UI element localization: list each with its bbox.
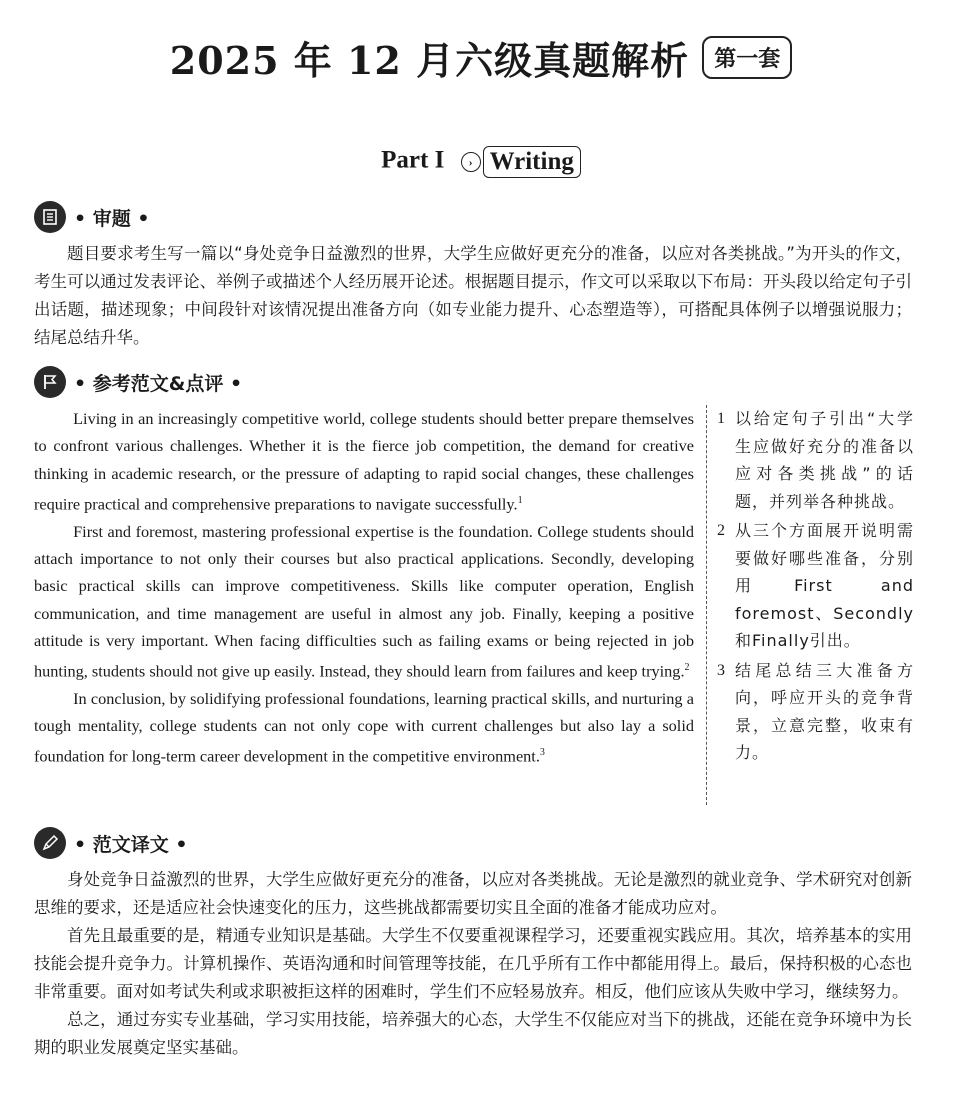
arrow-icon: › bbox=[461, 152, 481, 172]
note-text: 从三个方面展开说明需要做好哪些准备，分别用First and foremost、Secondly和Finally引出。 bbox=[735, 521, 914, 650]
note-item bbox=[717, 517, 914, 655]
translation-paragraph: 总之，通过夯实专业基础，学习实用技能，培养强大的心态，大学生不仅能应对当下的挑战，还能在竞争环境中为长期的职业发展奠定坚实基础。 bbox=[34, 1010, 912, 1057]
set-badge: 第一套 bbox=[702, 36, 792, 79]
document-icon bbox=[34, 201, 66, 233]
flag-icon bbox=[34, 366, 66, 398]
note-item bbox=[717, 405, 914, 515]
translation-text-block bbox=[34, 866, 912, 1062]
note-mark: 2 bbox=[684, 662, 690, 674]
essay-paragraph: Living in an increasingly competitive world, college students should better prepare themselves to confront various challenges. Whether it is the fierce job competition, the demand for creative thinking in academic research, or the pressure of adapting to rapid social changes, these challenges require practical and comprehensive preparations to navigate successfully.$^1$ bbox=[34, 409, 694, 514]
title-main: 2025 年 12 月六级真题解析 bbox=[169, 38, 690, 83]
part-label: Writing bbox=[483, 146, 581, 178]
review-heading bbox=[34, 201, 150, 233]
review-text-block bbox=[34, 240, 912, 352]
note-number: 1 bbox=[717, 410, 725, 427]
translation-heading bbox=[34, 827, 188, 859]
note-number: 2 bbox=[717, 522, 725, 539]
page-title bbox=[0, 30, 962, 85]
translation-heading-label: • 范文译文 • bbox=[74, 833, 188, 856]
note-mark: 1 bbox=[517, 494, 523, 506]
review-text: 题目要求考生写一篇以“身处竞争日益激烈的世界，大学生应做好更充分的准备，以应对各类挑战。”为开头的作文，考生可以通过发表评论、举例子或描述个人经历展开论述。根据题目提示，作文可以采取以下布局：开头段以给定句子引出话题，描述现象；中间段针对该情况提出准备方向（如专业能力提升、心态塑造等），可搭配具体例子以增强说服力；结尾总结升华。 bbox=[34, 244, 912, 347]
essay-paragraph: First and foremost, mastering professional expertise is the foundation. College students should attach importance to not only their courses but also practical applications. Secondly, developing basic practical skills can improve competitiveness. Skills like computer operation, English communication, and time management are useful in almost any job. Finally, keeping a positive attitude is very important. When facing difficulties such as failing exams or being rejected in job hunting, students should not give up easily. Instead, they should learn from failures and keep trying.$^2$ bbox=[34, 521, 694, 681]
note-number: 3 bbox=[717, 661, 725, 679]
commentary-notes bbox=[706, 405, 914, 805]
note-text: 以给定句子引出“大学生应做好充分的准备以应对各类挑战”的话题，并列举各种挑战。 bbox=[735, 409, 914, 511]
part-heading bbox=[0, 146, 962, 178]
pen-icon bbox=[34, 827, 66, 859]
translation-paragraph: 首先且最重要的是，精通专业知识是基础。大学生不仅要重视课程学习，还要重视实践应用。其次，培养基本的实用技能会提升竞争力。计算机操作、英语沟通和时间管理等技能，在几乎所有工作中都能用得上。最后，保持积极的心态也非常重要。面对如考试失利或求职被拒这样的困难时，学生们不应轻易放弃。相反，他们应该从失败中学习，继续努力。 bbox=[34, 926, 912, 1001]
note-mark: 3 bbox=[539, 747, 545, 759]
sample-heading bbox=[34, 366, 242, 398]
translation-paragraph: 身处竞争日益激烈的世界，大学生应做好更充分的准备，以应对各类挑战。无论是激烈的就业竞争、学术研究对创新思维的要求，还是适应社会快速变化的压力，这些挑战都需要切实且全面的准备才能成功应对。 bbox=[34, 870, 912, 917]
note-text: 结尾总结三大准备方向，呼应开头的竞争背景，立意完整，收束有力。 bbox=[735, 660, 914, 762]
sample-heading-label: • 参考范文&点评 • bbox=[74, 372, 243, 395]
essay-paragraph: In conclusion, by solidifying professional foundations, learning practical skills, and nurturing a tough mentality, college students can not only cope with current challenges but also lay a solid foundation for long-term career development in the competitive environment.$^3$ bbox=[34, 688, 694, 766]
note-item bbox=[717, 657, 914, 767]
sample-essay bbox=[34, 405, 694, 770]
part-prefix: Part I bbox=[381, 146, 445, 174]
review-heading-label: • 审题 • bbox=[74, 207, 150, 230]
